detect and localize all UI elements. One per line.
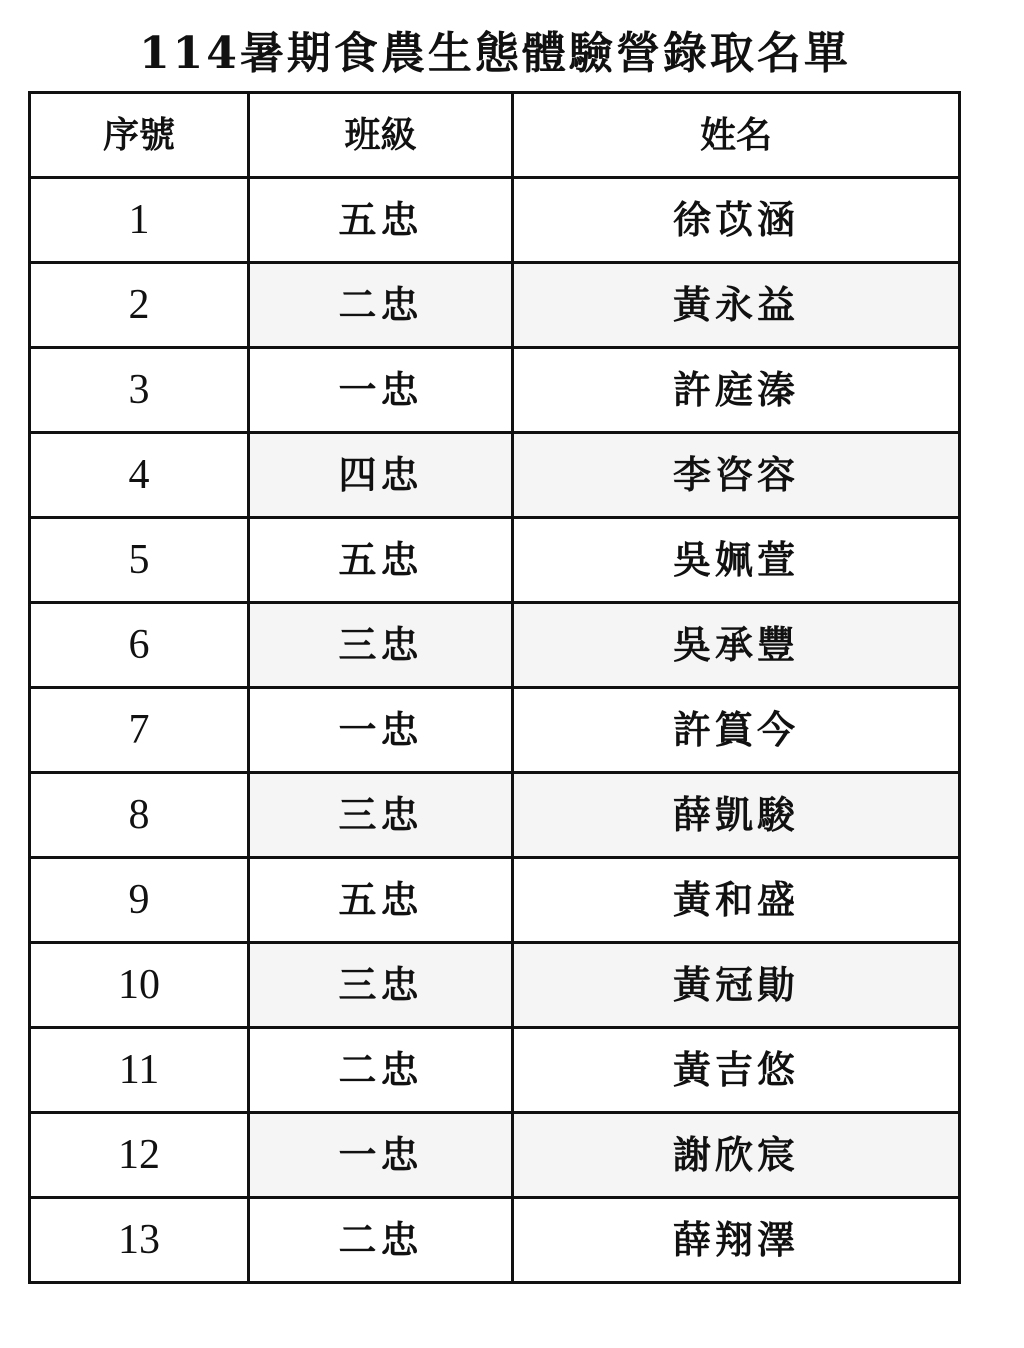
class-cell: 五忠 bbox=[249, 518, 513, 603]
serial-number-cell: 3 bbox=[30, 348, 249, 433]
class-cell: 二忠 bbox=[249, 263, 513, 348]
serial-number-cell: 12 bbox=[30, 1113, 249, 1198]
serial-number-cell: 6 bbox=[30, 603, 249, 688]
table-row bbox=[30, 518, 960, 603]
header-name: 姓名 bbox=[513, 93, 960, 178]
serial-number-cell: 10 bbox=[30, 943, 249, 1028]
student-name-cell: 吳姵萱 bbox=[513, 518, 960, 603]
student-name-cell: 徐苡涵 bbox=[513, 178, 960, 263]
serial-number-cell: 4 bbox=[30, 433, 249, 518]
table-row bbox=[30, 773, 960, 858]
table-row bbox=[30, 263, 960, 348]
admission-list-table bbox=[28, 91, 961, 1284]
student-name-cell: 許篔今 bbox=[513, 688, 960, 773]
serial-number-cell: 9 bbox=[30, 858, 249, 943]
table-row bbox=[30, 1198, 960, 1283]
header-serial-number: 序號 bbox=[30, 93, 249, 178]
table-row bbox=[30, 348, 960, 433]
class-cell: 二忠 bbox=[249, 1028, 513, 1113]
table-row bbox=[30, 943, 960, 1028]
student-name-cell: 許庭溱 bbox=[513, 348, 960, 433]
student-name-cell: 薛凱駿 bbox=[513, 773, 960, 858]
serial-number-cell: 8 bbox=[30, 773, 249, 858]
document-title: 114暑期食農生態體驗營錄取名單 bbox=[139, 28, 851, 79]
table-row bbox=[30, 688, 960, 773]
serial-number-cell: 1 bbox=[30, 178, 249, 263]
class-cell: 五忠 bbox=[249, 858, 513, 943]
table-row bbox=[30, 178, 960, 263]
serial-number-cell: 7 bbox=[30, 688, 249, 773]
student-name-cell: 黃和盛 bbox=[513, 858, 960, 943]
student-name-cell: 黃吉悠 bbox=[513, 1028, 960, 1113]
class-cell: 三忠 bbox=[249, 773, 513, 858]
student-name-cell: 李咨容 bbox=[513, 433, 960, 518]
table-row bbox=[30, 1113, 960, 1198]
student-name-cell: 薛翔澤 bbox=[513, 1198, 960, 1283]
student-name-cell: 吳承豐 bbox=[513, 603, 960, 688]
serial-number-cell: 13 bbox=[30, 1198, 249, 1283]
class-cell: 一忠 bbox=[249, 1113, 513, 1198]
table-row bbox=[30, 603, 960, 688]
student-name-cell: 黃永益 bbox=[513, 263, 960, 348]
serial-number-cell: 11 bbox=[30, 1028, 249, 1113]
student-name-cell: 黃冠勛 bbox=[513, 943, 960, 1028]
class-cell: 四忠 bbox=[249, 433, 513, 518]
serial-number-cell: 5 bbox=[30, 518, 249, 603]
table-header-row bbox=[30, 93, 960, 178]
serial-number-cell: 2 bbox=[30, 263, 249, 348]
table-row bbox=[30, 858, 960, 943]
student-name-cell: 謝欣宸 bbox=[513, 1113, 960, 1198]
class-cell: 三忠 bbox=[249, 943, 513, 1028]
table-row bbox=[30, 1028, 960, 1113]
class-cell: 一忠 bbox=[249, 348, 513, 433]
header-class: 班級 bbox=[249, 93, 513, 178]
class-cell: 一忠 bbox=[249, 688, 513, 773]
table-row bbox=[30, 433, 960, 518]
class-cell: 二忠 bbox=[249, 1198, 513, 1283]
class-cell: 五忠 bbox=[249, 178, 513, 263]
class-cell: 三忠 bbox=[249, 603, 513, 688]
